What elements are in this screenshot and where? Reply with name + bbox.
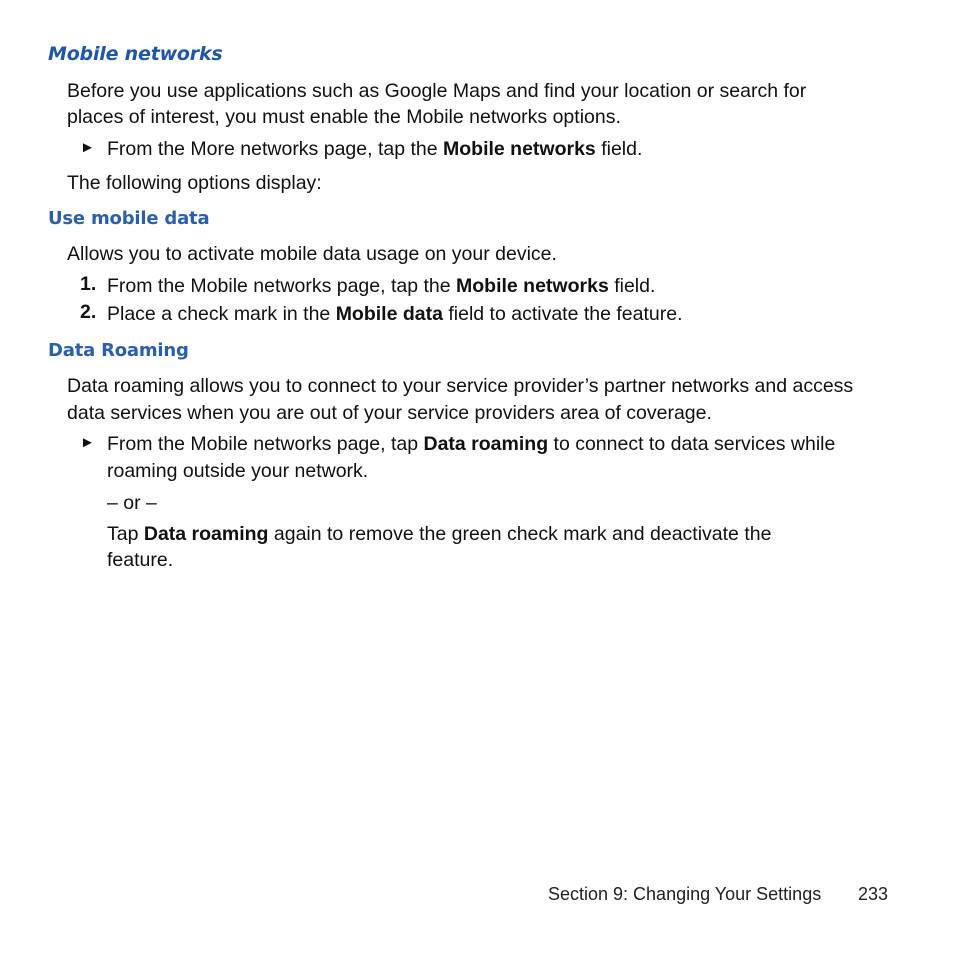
data-roaming-step-line2: roaming outside your network. — [107, 460, 369, 482]
heading-use-mobile-data: Use mobile data — [48, 208, 210, 229]
step-number: 1. — [80, 273, 97, 295]
step-text: field to activate the feature. — [442, 303, 683, 325]
step-text: Place a check mark in the — [107, 303, 336, 325]
use-mobile-data-desc: Allows you to activate mobile data usage on your device. — [67, 243, 557, 265]
mobile-networks-step — [107, 136, 642, 162]
step-number: 2. — [80, 301, 97, 323]
step-text: again to remove the green check mark and deactivate the — [268, 523, 772, 545]
or-separator: – or – — [107, 492, 157, 514]
step-bold: Mobile networks — [456, 275, 609, 297]
heading-mobile-networks: Mobile networks — [48, 43, 223, 65]
data-roaming-desc-line2: data services when you are out of your service providers area of coverage. — [67, 402, 712, 424]
bullet-arrow-icon: ► — [80, 434, 95, 451]
use-mobile-data-step-1 — [107, 273, 655, 299]
step-text: From the Mobile networks page, tap — [107, 433, 424, 455]
mobile-networks-intro-line2: places of interest, you must enable the Mobile networks options. — [67, 106, 621, 128]
step-text: field. — [608, 275, 656, 297]
step-text: From the More networks page, tap the — [107, 138, 443, 160]
step-bold: Mobile data — [335, 303, 443, 325]
footer-section-title: Section 9: Changing Your Settings — [548, 884, 822, 904]
page-number: 233 — [858, 884, 889, 904]
step-bold: Data roaming — [143, 523, 269, 545]
heading-data-roaming: Data Roaming — [48, 340, 189, 361]
data-roaming-step-line1 — [107, 431, 835, 457]
step-text: to connect to data services while — [548, 433, 836, 455]
data-roaming-desc-line1: Data roaming allows you to connect to your service provider’s partner networks and access — [67, 375, 854, 397]
step-text: Tap — [107, 523, 144, 545]
mobile-networks-intro-line1: Before you use applications such as Google Maps and find your location or search for — [67, 80, 807, 102]
following-options-text: The following options display: — [67, 172, 322, 194]
use-mobile-data-step-2 — [107, 301, 683, 327]
step-text: From the Mobile networks page, tap the — [107, 275, 457, 297]
step-bold: Data roaming — [423, 433, 549, 455]
bullet-arrow-icon: ► — [80, 139, 95, 156]
data-roaming-tap-line2: feature. — [107, 549, 174, 571]
step-bold: Mobile networks — [443, 138, 596, 160]
data-roaming-tap-line1 — [107, 521, 771, 547]
step-text: field. — [595, 138, 643, 160]
